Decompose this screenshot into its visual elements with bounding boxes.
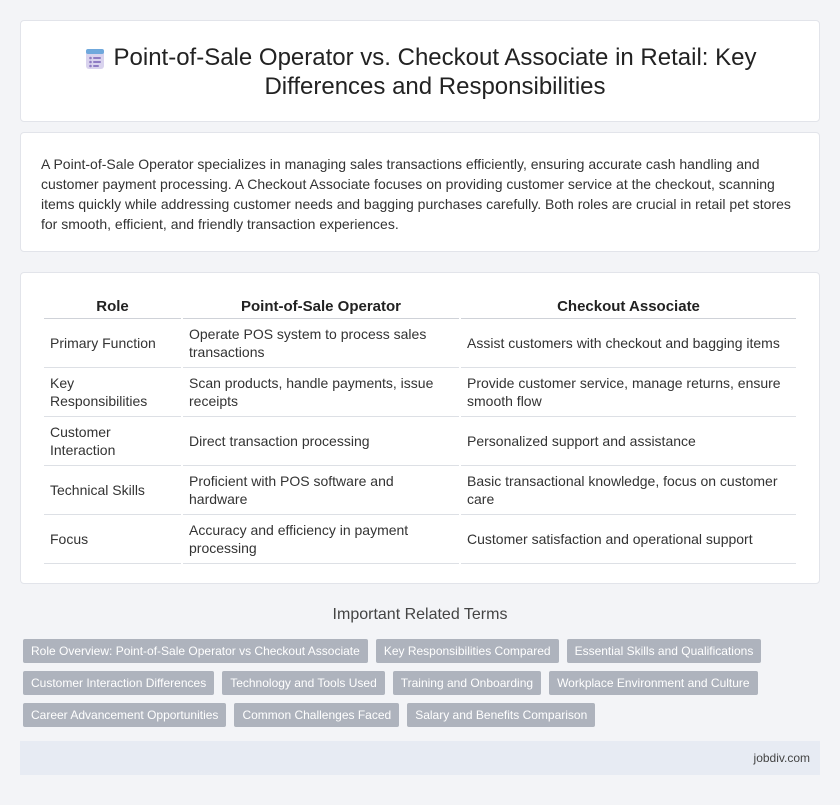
related-term-tag[interactable]: Training and Onboarding <box>393 671 541 695</box>
footer <box>20 741 820 775</box>
tag-row <box>23 703 823 727</box>
intro-paragraph: A Point-of-Sale Operator specializes in managing sales transactions efficiently, ensuring accurate cash handling and customer payment processing. A Checkout Associate focuses on providing customer service at the checkout, scanning items quickly while addressing customer needs and bagging purchases carefully. Both roles are crucial in retail pet stores for smooth, efficient, and friendly transaction experiences. <box>41 156 791 232</box>
intro-card <box>20 132 820 252</box>
related-terms-title: Important Related Terms <box>332 606 508 623</box>
checkout-associate-cell: Customer satisfaction and operational support <box>461 515 796 564</box>
table-row <box>44 466 796 515</box>
header-role: Role <box>44 295 181 319</box>
table-row <box>44 515 796 564</box>
pos-operator-cell: Proficient with POS software and hardware <box>183 466 459 515</box>
related-term-tag[interactable]: Essential Skills and Qualifications <box>567 639 762 663</box>
related-terms-list <box>23 639 823 735</box>
comparison-card <box>20 272 820 584</box>
pos-operator-cell: Scan products, handle payments, issue receipts <box>183 368 459 417</box>
table-row <box>44 368 796 417</box>
checkout-associate-cell: Personalized support and assistance <box>461 417 796 466</box>
related-term-tag[interactable]: Technology and Tools Used <box>222 671 385 695</box>
page-title: Point-of-Sale Operator vs. Checkout Associate in Retail: Key Differences and Responsibilities <box>113 44 757 100</box>
pos-operator-cell: Operate POS system to process sales transactions <box>183 319 459 368</box>
checkout-associate-cell: Basic transactional knowledge, focus on customer care <box>461 466 796 515</box>
row-label: Customer Interaction <box>44 417 181 466</box>
related-term-tag[interactable]: Key Responsibilities Compared <box>376 639 559 663</box>
related-term-tag[interactable]: Salary and Benefits Comparison <box>407 703 595 727</box>
checkout-associate-cell: Provide customer service, manage returns, ensure smooth flow <box>461 368 796 417</box>
tag-row <box>23 671 823 695</box>
row-label: Focus <box>44 515 181 564</box>
table-row <box>44 417 796 466</box>
table-header-row <box>44 295 796 319</box>
row-label: Key Responsibilities <box>44 368 181 417</box>
pos-operator-cell: Direct transaction processing <box>183 417 459 466</box>
table-row <box>44 319 796 368</box>
checkout-associate-cell: Assist customers with checkout and bagging items <box>461 319 796 368</box>
related-term-tag[interactable]: Customer Interaction Differences <box>23 671 214 695</box>
comparison-table <box>42 295 798 564</box>
footer-site-link[interactable]: jobdiv.com <box>753 751 810 765</box>
related-term-tag[interactable]: Role Overview: Point-of-Sale Operator vs Checkout Associate <box>23 639 368 663</box>
pos-operator-cell: Accuracy and efficiency in payment processing <box>183 515 459 564</box>
header-pos-operator: Point-of-Sale Operator <box>183 295 459 319</box>
header-checkout-associate: Checkout Associate <box>461 295 796 319</box>
related-term-tag[interactable]: Career Advancement Opportunities <box>23 703 226 727</box>
row-label: Technical Skills <box>44 466 181 515</box>
row-label: Primary Function <box>44 319 181 368</box>
related-term-tag[interactable]: Common Challenges Faced <box>234 703 399 727</box>
header-card <box>20 20 820 122</box>
tag-row <box>23 639 823 663</box>
related-term-tag[interactable]: Workplace Environment and Culture <box>549 671 758 695</box>
